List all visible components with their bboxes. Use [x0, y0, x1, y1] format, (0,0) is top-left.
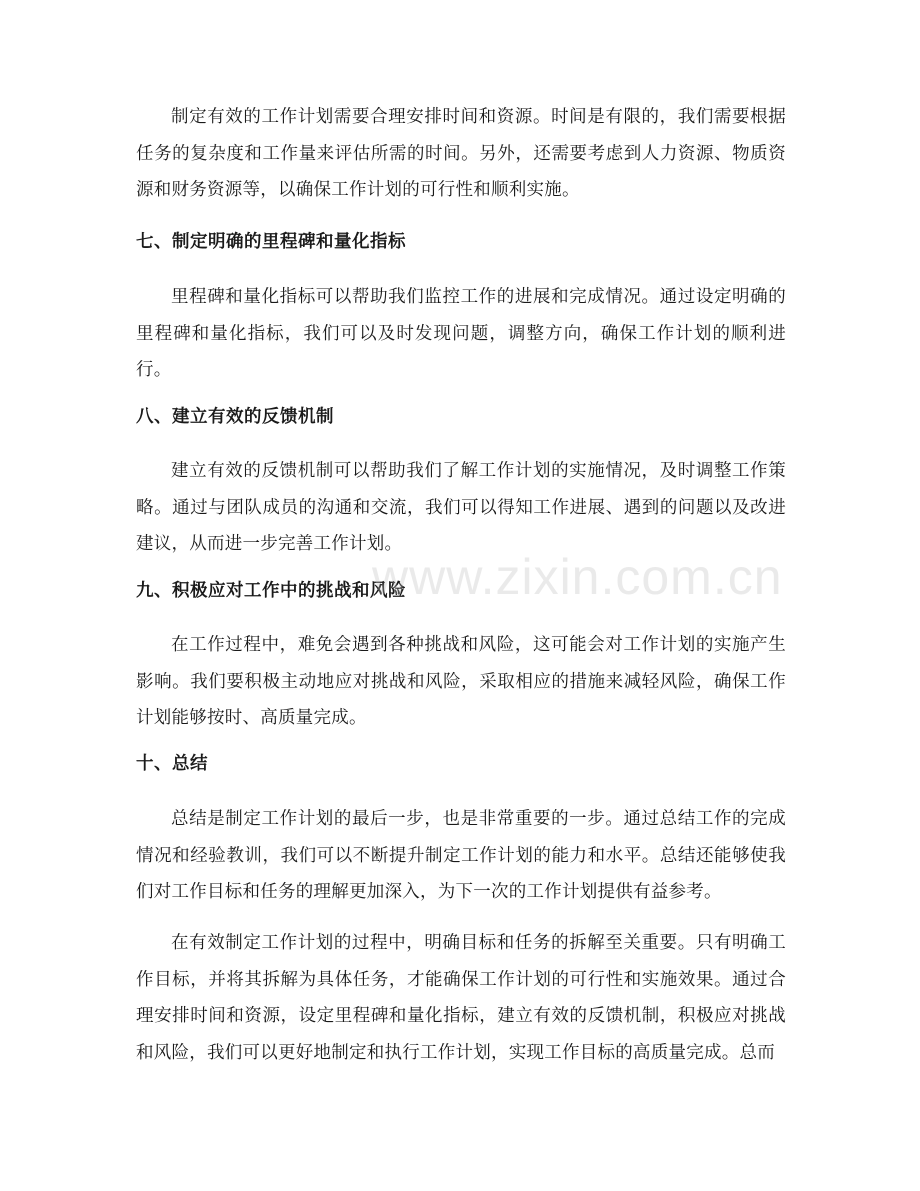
paragraph-conclusion: 在有效制定工作计划的过程中，明确目标和任务的拆解至关重要。只有明确工作目标，并将其拆解为具体任务，才能确保工作计划的可行性和实施效果。通过合理安排时间和资源，设定里程碑和量化指标，建立有效的反馈机制，积极应对挑战和风险，我们可以更好地制定和执行工作计划，实现工作目标的高质量完成。总而: [136, 933, 786, 1063]
paragraph-feedback: 建立有效的反馈机制可以帮助我们了解工作计划的实施情况，及时调整工作策略。通过与团队成员的沟通和交流，我们可以得知工作进展、遇到的问题以及改进建议，从而进一步完善工作计划。: [136, 461, 786, 554]
paragraph-summary: 总结是制定工作计划的最后一步，也是非常重要的一步。通过总结工作的完成情况和经验教训，我们可以不断提升制定工作计划的能力和水平。总结还能够使我们对工作目标和任务的理解更加深入，为下一次的工作计划提供有益参考。: [136, 809, 786, 902]
paragraph-time-resources: 制定有效的工作计划需要合理安排时间和资源。时间是有限的，我们需要根据任务的复杂度和工作量来评估所需的时间。另外，还需要考虑到人力资源、物质资源和财务资源等，以确保工作计划的可行性和顺利实施。: [136, 107, 786, 200]
paragraph-milestones: 里程碑和量化指标可以帮助我们监控工作的进展和完成情况。通过设定明确的里程碑和量化指标，我们可以及时发现问题，调整方向，确保工作计划的顺利进行。: [136, 287, 786, 380]
paragraph-risks: 在工作过程中，难免会遇到各种挑战和风险，这可能会对工作计划的实施产生影响。我们要积极主动地应对挑战和风险，采取相应的措施来减轻风险，确保工作计划能够按时、高质量完成。: [136, 635, 786, 728]
section-heading-10: 十、总结: [136, 754, 208, 774]
section-heading-7: 七、制定明确的里程碑和量化指标: [136, 232, 406, 252]
section-heading-8: 八、建立有效的反馈机制: [136, 407, 334, 427]
section-heading-9: 九、积极应对工作中的挑战和风险: [136, 581, 406, 601]
watermark-text: www.zixin.com.cn: [372, 549, 783, 605]
